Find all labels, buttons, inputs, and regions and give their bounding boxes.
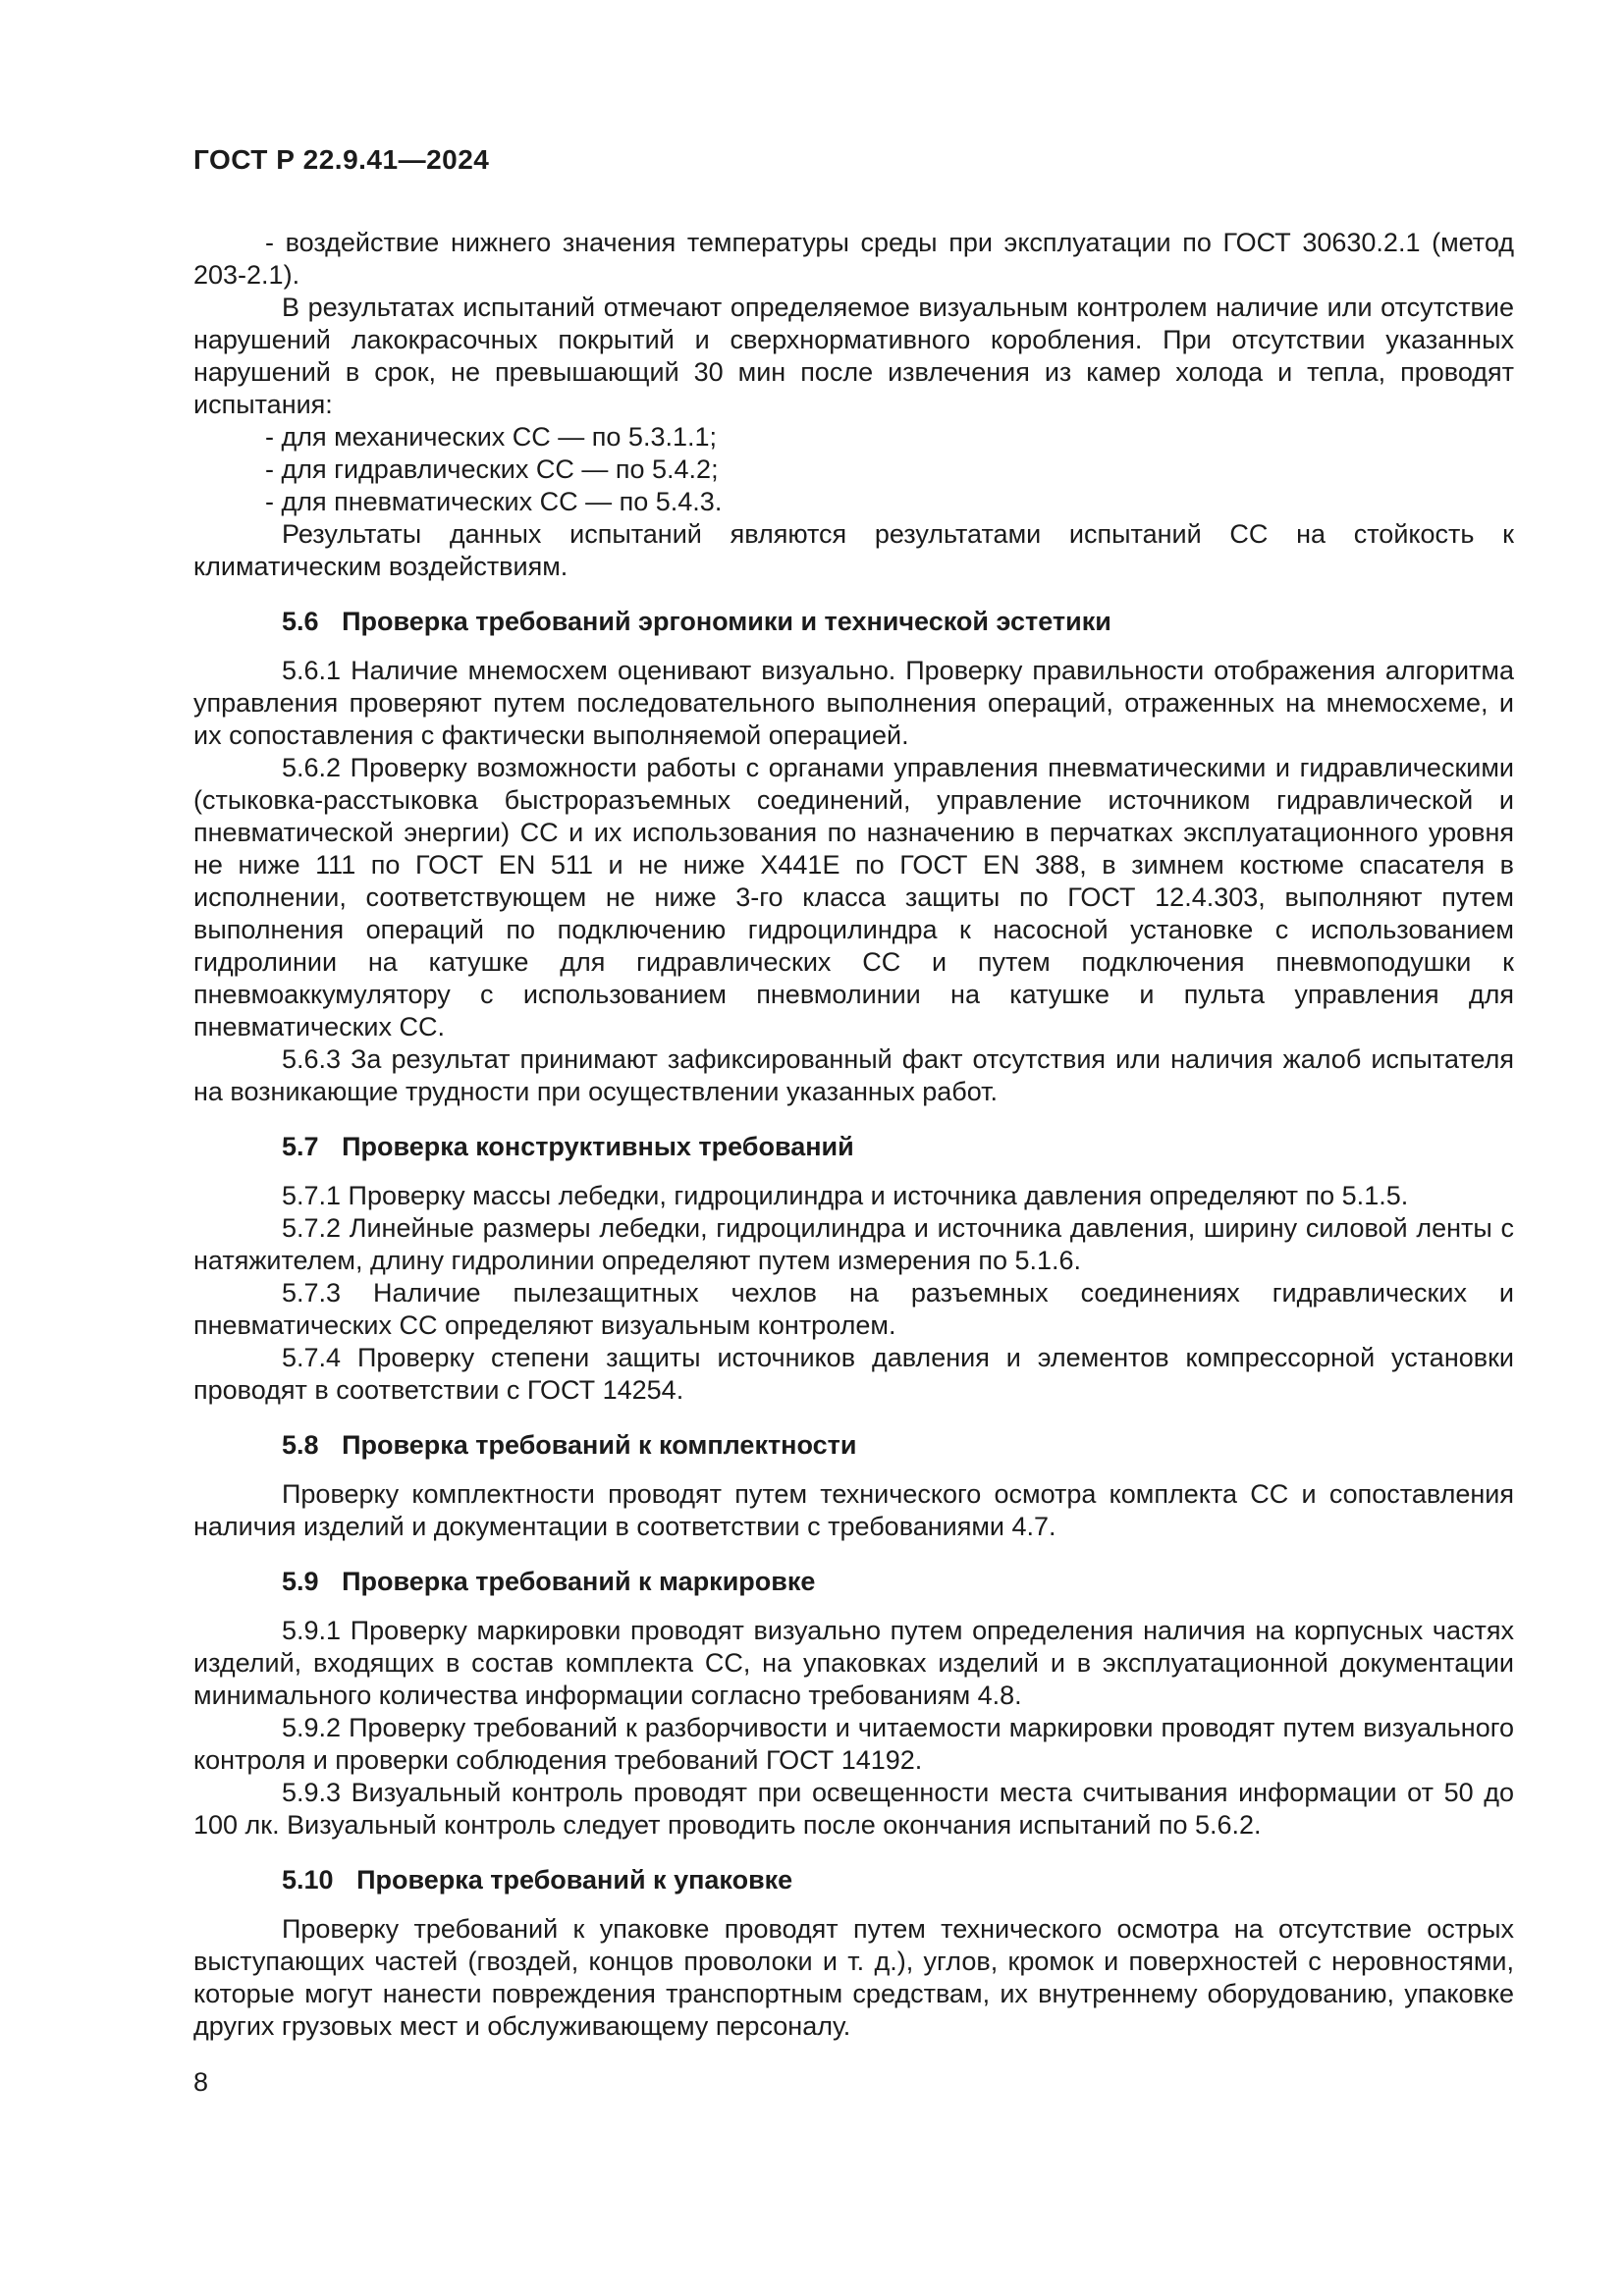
list-item: - для механических СС — по 5.3.1.1;: [265, 422, 718, 452]
section-number: 5.6: [282, 607, 319, 636]
section-title: Проверка требований к комплектности: [342, 1430, 857, 1460]
page-number: 8: [193, 2067, 209, 2097]
section-number: 5.9: [282, 1567, 319, 1596]
section-title: Проверка требований к маркировке: [342, 1567, 816, 1596]
section-heading-5-10: [193, 1864, 1514, 1896]
paragraph: 5.6.3 За результат принимают зафиксированный факт отсутствия или наличия жалоб испытателя на возникающие трудности при осуществлении указанных работ.: [193, 1044, 1514, 1106]
paragraph: В результатах испытаний отмечают определяемое визуальным контролем наличие или отсутствие нарушений лакокрасочных покрытий и сверхнормативного коробления. При отсутствии указанных нарушений в срок, не превышающий 30 мин после извлечения из камер холода и тепла, проводят испытания:: [193, 293, 1514, 419]
paragraph: 5.7.2 Линейные размеры лебедки, гидроцилиндра и источника давления, ширину силовой ленты с натяжителем, длину гидролинии определяют путем измерения по 5.1.6.: [193, 1213, 1514, 1275]
section-heading-5-6: [193, 606, 1514, 638]
list-item: - для пневматических СС — по 5.4.3.: [265, 487, 723, 516]
section-number: 5.7: [282, 1132, 319, 1161]
paragraph: 5.9.2 Проверку требований к разборчивости и читаемости маркировки проводят путем визуального контроля и проверки соблюдения требований ГОСТ 14192.: [193, 1713, 1514, 1775]
section-heading-5-7: [193, 1131, 1514, 1163]
paragraph: 5.9.1 Проверку маркировки проводят визуально путем определения наличия на корпусных частях изделий, входящих в состав комплекта СС, на упаковках изделий и в эксплуатационной документации минимального количества информации согласно требованиям 4.8.: [193, 1616, 1514, 1710]
section-title: Проверка требований к упаковке: [356, 1865, 793, 1895]
paragraph: 5.6.2 Проверку возможности работы с органами управления пневматическими и гидравлическими (стыковка-расстыковка быстроразъемных соединений, управление источником гидравлической и пневматической энергии) СС и их использования по назначению в перчатках эксплуатационного уровня не ниже 111 по ГОСТ EN 511 и не ниже Х441Е по ГОСТ EN 388, в зимнем костюме спасателя в исполнении, соответствующем не ниже 3-го класса защиты по ГОСТ 12.4.303, выполняют путем выполнения операций по подключению гидроцилиндра к насосной установке с использованием гидролинии на катушке для гидравлических СС и путем подключения пневмоподушки к пневмоаккумулятору с использованием пневмолинии на катушке и пульта управления для пневматических СС.: [193, 753, 1514, 1041]
paragraph: 5.7.4 Проверку степени защиты источников давления и элементов компрессорной установки проводят в соответствии с ГОСТ 14254.: [193, 1343, 1514, 1405]
section-title: Проверка конструктивных требований: [342, 1132, 854, 1161]
section-number: 5.10: [282, 1865, 334, 1895]
section-heading-5-9: [193, 1566, 1514, 1598]
document-body: [193, 227, 1514, 2043]
section-heading-5-8: [193, 1429, 1514, 1462]
paragraph: Проверку комплектности проводят путем технического осмотра комплекта СС и сопоставления наличия изделий и документации в соответствии с требованиями 4.7.: [193, 1479, 1514, 1541]
paragraph: Проверку требований к упаковке проводят путем технического осмотра на отсутствие острых выступающих частей (гвоздей, концов проволоки и т. д.), углов, кромок и поверхностей с неровностями, которые могут нанести повреждения транспортным средствам, их внутреннему оборудованию, упаковке других грузовых мест и обслуживающему персоналу.: [193, 1914, 1514, 2041]
paragraph: 5.7.3 Наличие пылезащитных чехлов на разъемных соединениях гидравлических и пневматических СС определяют визуальным контролем.: [193, 1278, 1514, 1340]
paragraph: Результаты данных испытаний являются результатами испытаний СС на стойкость к климатическим воздействиям.: [193, 519, 1514, 581]
running-header: ГОСТ Р 22.9.41—2024: [193, 144, 490, 175]
paragraph: 5.6.1 Наличие мнемосхем оценивают визуально. Проверку правильности отображения алгоритма управления проверяют путем последовательного выполнения операций, отраженных на мнемосхеме, и их сопоставления с фактически выполняемой операцией.: [193, 656, 1514, 750]
paragraph: 5.7.1 Проверку массы лебедки, гидроцилиндра и источника давления определяют по 5.1.5.: [282, 1181, 1409, 1210]
paragraph: - воздействие нижнего значения температуры среды при эксплуатации по ГОСТ 30630.2.1 (метод 203-2.1).: [193, 228, 1514, 290]
paragraph: 5.9.3 Визуальный контроль проводят при освещенности места считывания информации от 50 до 100 лк. Визуальный контроль следует проводить после окончания испытаний по 5.6.2.: [193, 1778, 1514, 1840]
section-number: 5.8: [282, 1430, 319, 1460]
list-item: - для гидравлических СС — по 5.4.2;: [265, 454, 719, 484]
section-title: Проверка требований эргономики и технической эстетики: [342, 607, 1111, 636]
